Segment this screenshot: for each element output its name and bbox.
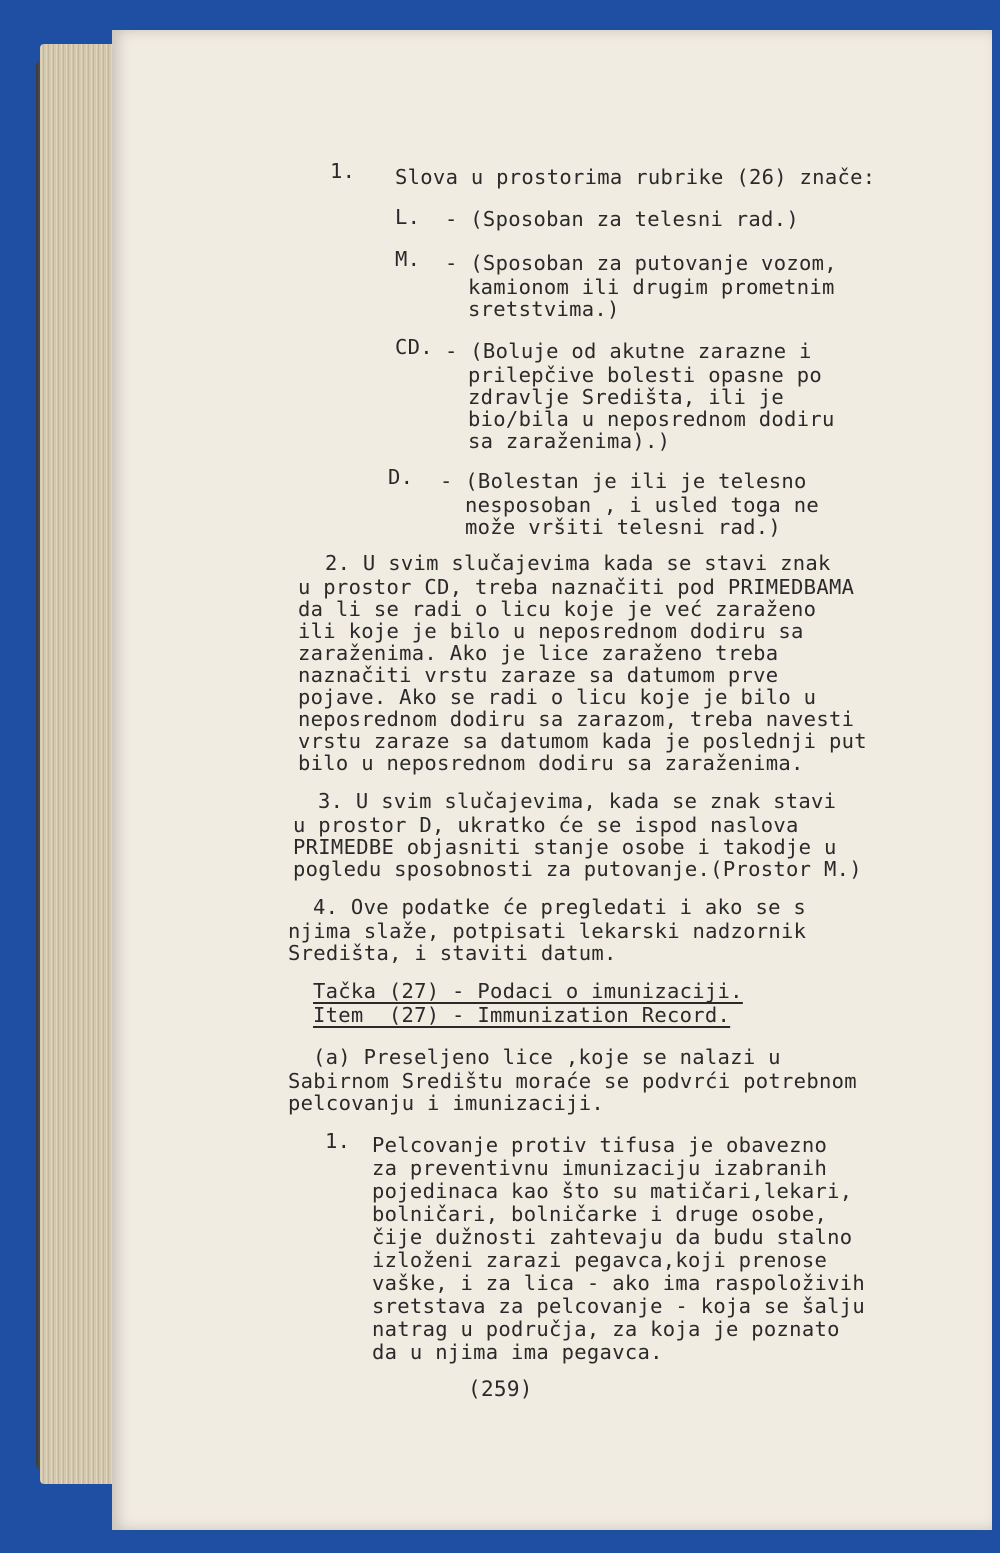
code-text: - (Sposoban za telesni rad.) (445, 207, 799, 231)
page-number: (259) (468, 1377, 533, 1401)
item-number: 1. (325, 1129, 351, 1153)
paragraph-line: naznačiti vrstu zaraze sa datumom prve (298, 663, 779, 687)
paragraph-line: pelcovanju i imunizaciji. (288, 1091, 605, 1115)
code-text: - (Bolestan je ili je telesno (440, 469, 807, 493)
code-text: kamionom ili drugim prometnim (468, 275, 835, 299)
paragraph-line: pogledu sposobnosti za putovanje.(Prostor M.) (293, 857, 862, 881)
paragraph-line: Pelcovanje protiv tifusa je obavezno (372, 1133, 828, 1157)
paragraph-line: neposrednom dodiru sa zarazom, treba navesti (298, 707, 855, 731)
code-text: može vršiti telesni rad.) (465, 515, 782, 539)
paragraph-line: izloženi zarazi pegavca,koji prenose (372, 1248, 828, 1272)
code-label: D. (388, 465, 414, 489)
code-text: zdravlje Središta, ili je (468, 385, 785, 409)
paragraph-line: njima slaže, potpisati lekarski nadzornik (288, 919, 807, 943)
code-label: CD. (395, 335, 433, 359)
paragraph-line: pojave. Ako se radi o licu koje je bilo u (298, 685, 817, 709)
paragraph-line: (a) Preseljeno lice ,koje se nalazi u (313, 1045, 781, 1069)
paragraph-line: vrstu zaraze sa datumom kada je poslednji put (298, 729, 867, 753)
paragraph-line: u prostor D, ukratko će se ispod naslova (293, 813, 799, 837)
code-text: - (Sposoban za putovanje vozom, (445, 251, 837, 275)
paragraph-line: sretstava za pelcovanje - koja se šalju (372, 1294, 866, 1318)
paragraph-line: Središta, i staviti datum. (288, 941, 617, 965)
code-label: L. (395, 205, 421, 229)
paragraph-line: bolničari, bolničarke i druge osobe, (372, 1202, 828, 1226)
paragraph-line: bilo u neposrednom dodiru sa zaraženima. (298, 751, 804, 775)
item-number: 1. (330, 159, 356, 183)
paragraph-line: u prostor CD, treba naznačiti pod PRIMEDBAMA (298, 575, 855, 599)
item-heading: Slova u prostorima rubrike (26) znače: (395, 165, 876, 189)
paragraph-line: čije dužnosti zahtevaju da budu stalno (372, 1225, 853, 1249)
code-text: - (Boluje od akutne zarazne i (445, 339, 812, 363)
section-heading: Item (27) - Immunization Record. (313, 1003, 731, 1027)
paragraph-line: ili koje je bilo u neposrednom dodiru sa (298, 619, 804, 643)
paragraph-line: natrag u područja, za koja je poznato (372, 1317, 840, 1341)
code-text: sretstvima.) (468, 297, 620, 321)
paragraph-line: da u njima ima pegavca. (372, 1340, 663, 1364)
paragraph-line: vaške, i za lica - ako ima raspoloživih (372, 1271, 866, 1295)
paragraph-line: 2. U svim slučajevima kada se stavi znak (325, 551, 831, 575)
code-text: prilepčive bolesti opasne po (468, 363, 822, 387)
paragraph-line: za preventivnu imunizaciju izabranih (372, 1156, 828, 1180)
paragraph-line: 3. U svim slučajevima, kada se znak stavi (318, 789, 837, 813)
code-text: nesposoban , i usled toga ne (465, 493, 819, 517)
code-text: bio/bila u neposrednom dodiru (468, 407, 835, 431)
section-heading: Tačka (27) - Podaci o imunizaciji. (313, 979, 743, 1003)
paragraph-line: PRIMEDBE objasniti stanje osobe i takodje u (293, 835, 837, 859)
paragraph-line: da li se radi o licu koje je već zaraženo (298, 597, 817, 621)
page-edges (40, 44, 122, 1484)
paragraph-line: zaraženima. Ako je lice zaraženo treba (298, 641, 779, 665)
code-text: sa zaraženima).) (468, 429, 671, 453)
code-label: M. (395, 247, 421, 271)
paragraph-line: pojedinaca kao što su matičari,lekari, (372, 1179, 853, 1203)
paragraph-line: Sabirnom Središtu moraće se podvrći potrebnom (288, 1069, 857, 1093)
paragraph-line: 4. Ove podatke će pregledati i ako se s (313, 895, 807, 919)
